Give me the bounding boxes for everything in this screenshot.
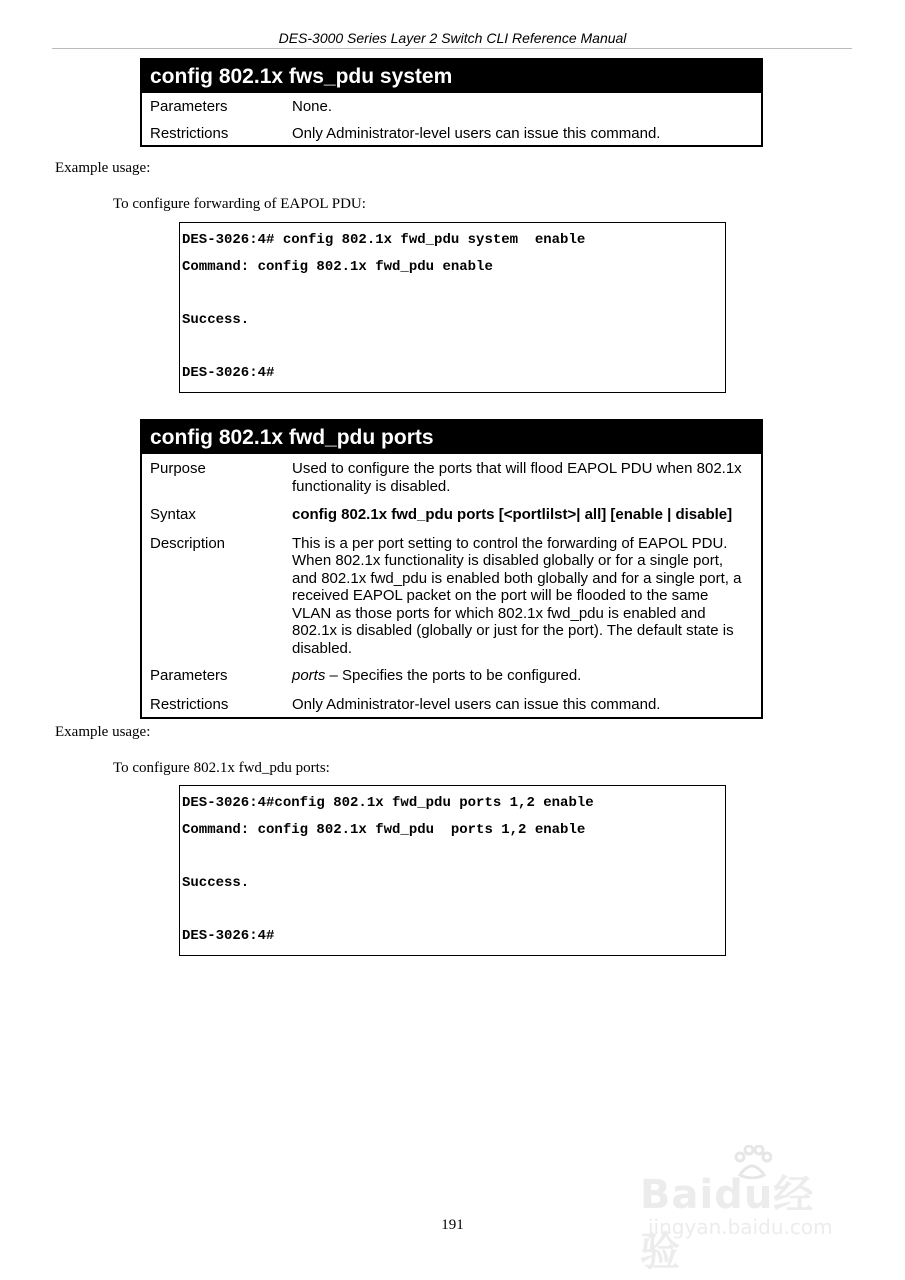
row-key: Purpose [150,460,206,477]
cli-line [182,896,725,923]
example-intro: To configure forwarding of EAPOL PDU: [113,196,366,212]
cli-line [182,333,725,360]
cli-line [182,280,725,307]
table-row-description [142,526,761,660]
cli-line: DES-3026:4# [182,364,275,381]
header-rule [52,48,852,49]
baidu-watermark [640,1145,855,1275]
table-row-restrictions [142,118,761,146]
row-value: Only Administrator-level users can issue this command. [292,124,661,142]
cli-line: DES-3026:4#config 802.1x fwd_pdu ports 1,2 enable [182,795,594,811]
cli-line: Command: config 802.1x fwd_pdu ports 1,2 enable [182,821,586,838]
row-value: This is a per port setting to control the forwarding of EAPOL PDU. When 802.1x functionality is disabled globally or for a single port, and 802.1x fwd_pdu is enabled both globally and for a single port, a received EAPOL packet on the port will be flooded to the same VLAN as those ports for which 802.1x fwd_pdu is enabled and 802.1x is disabled (globally or just for the port). The default state is disabled. [292,534,742,657]
parameter-text: – Specifies the ports to be configured. [325,667,582,684]
watermark-url: jingyan.baidu.com [648,1215,833,1239]
watermark-logo: Baidu经验 [640,1172,815,1275]
command-title: config 802.1x fws_pdu system [142,60,761,93]
row-key: Parameters [150,98,228,115]
row-value: None. [292,98,333,115]
cli-example-box [179,222,726,393]
example-usage-label: Example usage: [55,160,151,176]
row-value: Used to configure the ports that will flood EAPOL PDU when 802.1x functionality is disabled. [292,460,742,495]
row-value [292,667,761,685]
row-key: Restrictions [150,124,229,142]
example-usage-label: Example usage: [55,724,151,740]
command-table-fws-pdu-system [140,58,763,147]
cli-line [182,843,725,870]
row-value: Only Administrator-level users can issue this command. [292,695,661,713]
cli-line: Command: config 802.1x fwd_pdu enable [182,258,493,275]
cli-line: DES-3026:4# [182,927,275,944]
cli-example-box [179,785,726,956]
cli-line: Success. [182,874,250,891]
table-row-parameters [142,659,761,687]
table-row-purpose [142,454,761,497]
cli-line: Success. [182,311,250,328]
row-key: Description [150,534,226,552]
command-title: config 802.1x fwd_pdu ports [142,421,761,454]
command-table-fwd-pdu-ports [140,419,763,719]
page-number: 191 [441,1217,464,1233]
page-header: DES-3000 Series Layer 2 Switch CLI Reference Manual [278,30,627,46]
row-key: Parameters [150,667,228,684]
row-key: Syntax [150,506,196,523]
parameter-term: ports [292,667,326,684]
cli-line: DES-3026:4# config 802.1x fwd_pdu system enable [182,232,586,248]
table-row-restrictions [142,687,761,718]
table-row-parameters [142,93,761,118]
table-row-syntax [142,497,761,526]
example-intro: To configure 802.1x fwd_pdu ports: [113,760,330,776]
row-value: config 802.1x fwd_pdu ports [<portlilst>| all] [enable | disable] [292,506,733,523]
row-key: Restrictions [150,695,229,713]
